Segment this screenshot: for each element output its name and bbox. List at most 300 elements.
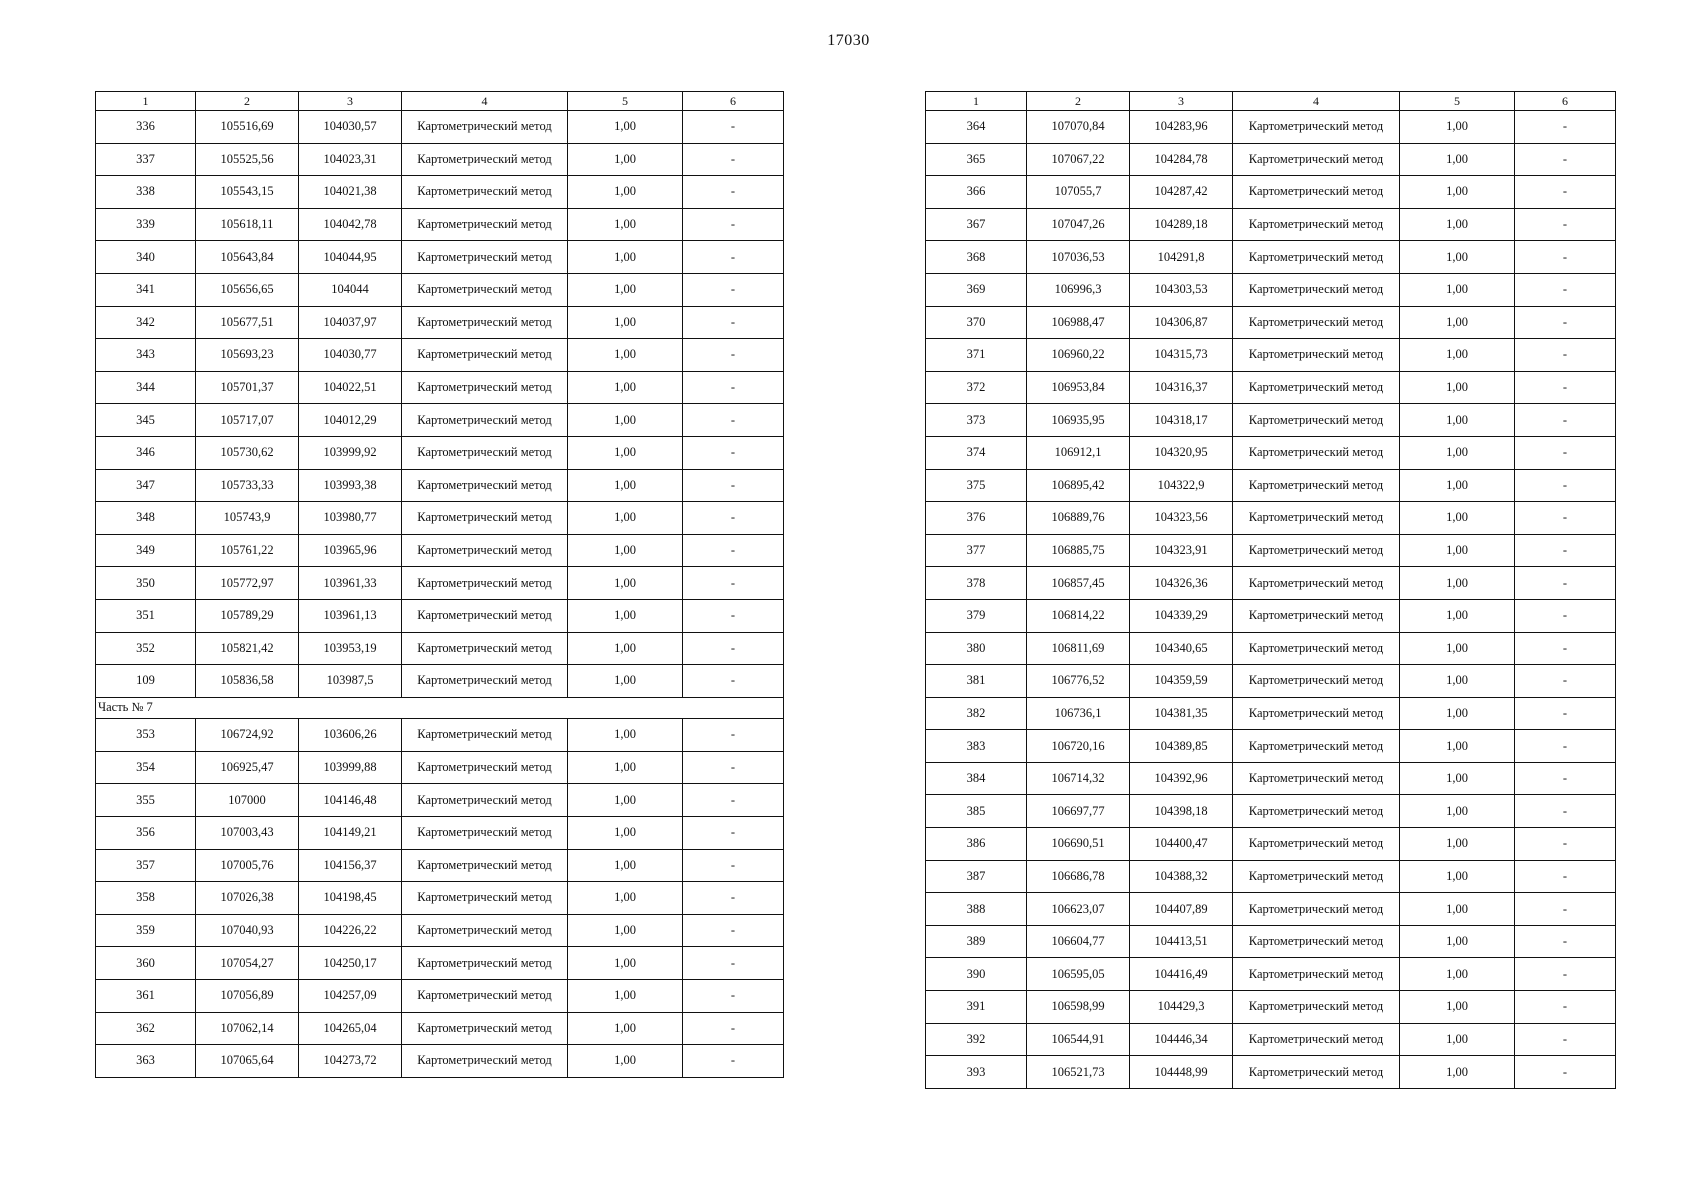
x-coordinate-cell: 106889,76 [1027, 502, 1130, 535]
x-coordinate-cell: 106885,75 [1027, 534, 1130, 567]
x-coordinate-cell: 105701,37 [196, 371, 299, 404]
accuracy-cell: 1,00 [568, 502, 683, 535]
x-coordinate-cell: 106988,47 [1027, 306, 1130, 339]
method-cell: Картометрический метод [402, 719, 568, 752]
y-coordinate-cell: 104416,49 [1130, 958, 1233, 991]
accuracy-cell: 1,00 [568, 882, 683, 915]
table-row [926, 404, 1616, 437]
accuracy-cell: 1,00 [1400, 795, 1515, 828]
accuracy-cell: 1,00 [1400, 991, 1515, 1024]
column-header-4: 4 [1233, 92, 1400, 111]
point-number-cell: 393 [926, 1056, 1027, 1089]
accuracy-cell: 1,00 [1400, 567, 1515, 600]
point-number-cell: 378 [926, 567, 1027, 600]
accuracy-cell: 1,00 [568, 241, 683, 274]
table-row [96, 143, 784, 176]
x-coordinate-cell: 106521,73 [1027, 1056, 1130, 1089]
x-coordinate-cell: 106690,51 [1027, 828, 1130, 861]
method-cell: Картометрический метод [402, 143, 568, 176]
point-number-cell: 366 [926, 176, 1027, 209]
table-row [926, 632, 1616, 665]
accuracy-cell: 1,00 [1400, 176, 1515, 209]
table-row [926, 502, 1616, 535]
table-row [926, 893, 1616, 926]
x-coordinate-cell: 105677,51 [196, 306, 299, 339]
table-row [926, 828, 1616, 861]
accuracy-cell: 1,00 [568, 1012, 683, 1045]
point-number-cell: 350 [96, 567, 196, 600]
accuracy-cell: 1,00 [1400, 893, 1515, 926]
table-row [96, 111, 784, 144]
table-row [926, 143, 1616, 176]
table-row [96, 436, 784, 469]
y-coordinate-cell: 104226,22 [299, 914, 402, 947]
method-cell: Картометрический метод [1233, 860, 1400, 893]
point-number-cell: 374 [926, 436, 1027, 469]
table-row [96, 567, 784, 600]
x-coordinate-cell: 106544,91 [1027, 1023, 1130, 1056]
method-cell: Картометрический метод [402, 947, 568, 980]
point-number-cell: 349 [96, 534, 196, 567]
y-coordinate-cell: 103606,26 [299, 719, 402, 752]
table-row [96, 751, 784, 784]
point-number-cell: 355 [96, 784, 196, 817]
note-cell: - [1515, 502, 1616, 535]
table-row [96, 404, 784, 437]
method-cell: Картометрический метод [402, 339, 568, 372]
column-header-6: 6 [1515, 92, 1616, 111]
method-cell: Картометрический метод [1233, 143, 1400, 176]
note-cell: - [1515, 958, 1616, 991]
accuracy-cell: 1,00 [568, 979, 683, 1012]
y-coordinate-cell: 104389,85 [1130, 730, 1233, 763]
method-cell: Картометрический метод [402, 1012, 568, 1045]
coordinates-table-left [95, 91, 784, 1078]
method-cell: Картометрический метод [1233, 925, 1400, 958]
table-row [96, 306, 784, 339]
table-row [96, 208, 784, 241]
table-header-row [96, 92, 784, 111]
accuracy-cell: 1,00 [568, 567, 683, 600]
accuracy-cell: 1,00 [1400, 241, 1515, 274]
y-coordinate-cell: 104273,72 [299, 1045, 402, 1078]
method-cell: Картометрический метод [1233, 893, 1400, 926]
note-cell: - [1515, 991, 1616, 1024]
x-coordinate-cell: 107040,93 [196, 914, 299, 947]
accuracy-cell: 1,00 [568, 273, 683, 306]
method-cell: Картометрический метод [402, 665, 568, 698]
method-cell: Картометрический метод [402, 469, 568, 502]
point-number-cell: 375 [926, 469, 1027, 502]
y-coordinate-cell: 104388,32 [1130, 860, 1233, 893]
table-row [96, 1045, 784, 1078]
x-coordinate-cell: 107036,53 [1027, 241, 1130, 274]
method-cell: Картометрический метод [402, 371, 568, 404]
note-cell: - [1515, 730, 1616, 763]
y-coordinate-cell: 104030,57 [299, 111, 402, 144]
x-coordinate-cell: 107005,76 [196, 849, 299, 882]
accuracy-cell: 1,00 [1400, 111, 1515, 144]
accuracy-cell: 1,00 [1400, 1023, 1515, 1056]
accuracy-cell: 1,00 [1400, 925, 1515, 958]
note-cell: - [683, 306, 784, 339]
y-coordinate-cell: 104287,42 [1130, 176, 1233, 209]
y-coordinate-cell: 104315,73 [1130, 339, 1233, 372]
x-coordinate-cell: 106714,32 [1027, 762, 1130, 795]
y-coordinate-cell: 104257,09 [299, 979, 402, 1012]
note-cell: - [1515, 1056, 1616, 1089]
x-coordinate-cell: 105693,23 [196, 339, 299, 372]
note-cell: - [1515, 469, 1616, 502]
table-row [96, 534, 784, 567]
x-coordinate-cell: 106736,1 [1027, 697, 1130, 730]
y-coordinate-cell: 104023,31 [299, 143, 402, 176]
x-coordinate-cell: 107056,89 [196, 979, 299, 1012]
x-coordinate-cell: 105761,22 [196, 534, 299, 567]
table-row [96, 849, 784, 882]
table-row [926, 371, 1616, 404]
note-cell: - [1515, 599, 1616, 632]
point-number-cell: 383 [926, 730, 1027, 763]
point-number-cell: 347 [96, 469, 196, 502]
method-cell: Картометрический метод [1233, 241, 1400, 274]
y-coordinate-cell: 104381,35 [1130, 697, 1233, 730]
y-coordinate-cell: 104283,96 [1130, 111, 1233, 144]
y-coordinate-cell: 103987,5 [299, 665, 402, 698]
point-number-cell: 345 [96, 404, 196, 437]
method-cell: Картометрический метод [402, 632, 568, 665]
method-cell: Картометрический метод [402, 534, 568, 567]
note-cell: - [683, 436, 784, 469]
x-coordinate-cell: 105543,15 [196, 176, 299, 209]
point-number-cell: 362 [96, 1012, 196, 1045]
table-row [926, 795, 1616, 828]
y-coordinate-cell: 104289,18 [1130, 208, 1233, 241]
y-coordinate-cell: 104448,99 [1130, 1056, 1233, 1089]
note-cell: - [1515, 828, 1616, 861]
y-coordinate-cell: 103953,19 [299, 632, 402, 665]
accuracy-cell: 1,00 [1400, 404, 1515, 437]
y-coordinate-cell: 104339,29 [1130, 599, 1233, 632]
table-row [926, 469, 1616, 502]
table-row [96, 339, 784, 372]
method-cell: Картометрический метод [402, 567, 568, 600]
note-cell: - [1515, 925, 1616, 958]
accuracy-cell: 1,00 [1400, 436, 1515, 469]
accuracy-cell: 1,00 [1400, 828, 1515, 861]
note-cell: - [1515, 436, 1616, 469]
column-header-1: 1 [926, 92, 1027, 111]
note-cell: - [1515, 339, 1616, 372]
y-coordinate-cell: 104323,91 [1130, 534, 1233, 567]
table-row [96, 816, 784, 849]
y-coordinate-cell: 104042,78 [299, 208, 402, 241]
x-coordinate-cell: 106595,05 [1027, 958, 1130, 991]
accuracy-cell: 1,00 [568, 176, 683, 209]
note-cell: - [683, 176, 784, 209]
table-row [926, 599, 1616, 632]
coordinates-table-right [925, 91, 1616, 1089]
note-cell: - [1515, 665, 1616, 698]
accuracy-cell: 1,00 [568, 599, 683, 632]
table-row [96, 719, 784, 752]
method-cell: Картометрический метод [1233, 795, 1400, 828]
note-cell: - [683, 784, 784, 817]
table-row [926, 925, 1616, 958]
note-cell: - [1515, 306, 1616, 339]
note-cell: - [683, 849, 784, 882]
note-cell: - [1515, 241, 1616, 274]
y-coordinate-cell: 104303,53 [1130, 273, 1233, 306]
point-number-cell: 384 [926, 762, 1027, 795]
point-number-cell: 342 [96, 306, 196, 339]
y-coordinate-cell: 104446,34 [1130, 1023, 1233, 1056]
point-number-cell: 341 [96, 273, 196, 306]
method-cell: Картометрический метод [1233, 273, 1400, 306]
accuracy-cell: 1,00 [568, 339, 683, 372]
table-row [926, 436, 1616, 469]
column-header-2: 2 [1027, 92, 1130, 111]
method-cell: Картометрический метод [1233, 371, 1400, 404]
x-coordinate-cell: 106925,47 [196, 751, 299, 784]
x-coordinate-cell: 105772,97 [196, 567, 299, 600]
note-cell: - [683, 1012, 784, 1045]
table-row [96, 469, 784, 502]
point-number-cell: 367 [926, 208, 1027, 241]
y-coordinate-cell: 104044,95 [299, 241, 402, 274]
table-row [96, 784, 784, 817]
method-cell: Картометрический метод [402, 882, 568, 915]
note-cell: - [1515, 762, 1616, 795]
x-coordinate-cell: 107054,27 [196, 947, 299, 980]
x-coordinate-cell: 105836,58 [196, 665, 299, 698]
x-coordinate-cell: 107026,38 [196, 882, 299, 915]
y-coordinate-cell: 103999,88 [299, 751, 402, 784]
note-cell: - [683, 816, 784, 849]
x-coordinate-cell: 105733,33 [196, 469, 299, 502]
accuracy-cell: 1,00 [568, 371, 683, 404]
y-coordinate-cell: 104012,29 [299, 404, 402, 437]
note-cell: - [1515, 534, 1616, 567]
method-cell: Картометрический метод [402, 979, 568, 1012]
method-cell: Картометрический метод [402, 208, 568, 241]
note-cell: - [1515, 371, 1616, 404]
point-number-cell: 358 [96, 882, 196, 915]
accuracy-cell: 1,00 [568, 436, 683, 469]
point-number-cell: 379 [926, 599, 1027, 632]
note-cell: - [1515, 143, 1616, 176]
method-cell: Картометрический метод [402, 273, 568, 306]
table-row [926, 339, 1616, 372]
point-number-cell: 390 [926, 958, 1027, 991]
method-cell: Картометрический метод [402, 436, 568, 469]
method-cell: Картометрический метод [1233, 534, 1400, 567]
accuracy-cell: 1,00 [568, 404, 683, 437]
point-number-cell: 353 [96, 719, 196, 752]
point-number-cell: 381 [926, 665, 1027, 698]
point-number-cell: 389 [926, 925, 1027, 958]
table-row [926, 991, 1616, 1024]
y-coordinate-cell: 104156,37 [299, 849, 402, 882]
accuracy-cell: 1,00 [568, 816, 683, 849]
accuracy-cell: 1,00 [1400, 599, 1515, 632]
accuracy-cell: 1,00 [1400, 339, 1515, 372]
y-coordinate-cell: 104323,56 [1130, 502, 1233, 535]
method-cell: Картометрический метод [1233, 762, 1400, 795]
table-row [96, 176, 784, 209]
accuracy-cell: 1,00 [1400, 208, 1515, 241]
note-cell: - [683, 719, 784, 752]
table-header-row [926, 92, 1616, 111]
y-coordinate-cell: 104021,38 [299, 176, 402, 209]
point-number-cell: 336 [96, 111, 196, 144]
accuracy-cell: 1,00 [568, 914, 683, 947]
method-cell: Картометрический метод [1233, 991, 1400, 1024]
method-cell: Картометрический метод [402, 404, 568, 437]
method-cell: Картометрический метод [402, 751, 568, 784]
point-number-cell: 361 [96, 979, 196, 1012]
note-cell: - [683, 371, 784, 404]
y-coordinate-cell: 104146,48 [299, 784, 402, 817]
x-coordinate-cell: 106598,99 [1027, 991, 1130, 1024]
method-cell: Картометрический метод [402, 111, 568, 144]
note-cell: - [683, 947, 784, 980]
note-cell: - [683, 143, 784, 176]
accuracy-cell: 1,00 [568, 751, 683, 784]
y-coordinate-cell: 104044 [299, 273, 402, 306]
column-header-5: 5 [1400, 92, 1515, 111]
point-number-cell: 359 [96, 914, 196, 947]
method-cell: Картометрический метод [402, 176, 568, 209]
x-coordinate-cell: 105789,29 [196, 599, 299, 632]
x-coordinate-cell: 105643,84 [196, 241, 299, 274]
note-cell: - [683, 469, 784, 502]
x-coordinate-cell: 106895,42 [1027, 469, 1130, 502]
method-cell: Картометрический метод [402, 502, 568, 535]
table-row [926, 665, 1616, 698]
note-cell: - [683, 599, 784, 632]
point-number-cell: 360 [96, 947, 196, 980]
y-coordinate-cell: 104198,45 [299, 882, 402, 915]
table-row [96, 979, 784, 1012]
point-number-cell: 391 [926, 991, 1027, 1024]
x-coordinate-cell: 107067,22 [1027, 143, 1130, 176]
y-coordinate-cell: 104322,9 [1130, 469, 1233, 502]
method-cell: Картометрический метод [1233, 697, 1400, 730]
point-number-cell: 363 [96, 1045, 196, 1078]
y-coordinate-cell: 103961,13 [299, 599, 402, 632]
point-number-cell: 376 [926, 502, 1027, 535]
method-cell: Картометрический метод [1233, 436, 1400, 469]
accuracy-cell: 1,00 [1400, 1056, 1515, 1089]
method-cell: Картометрический метод [402, 599, 568, 632]
accuracy-cell: 1,00 [568, 208, 683, 241]
accuracy-cell: 1,00 [568, 784, 683, 817]
point-number-cell: 339 [96, 208, 196, 241]
accuracy-cell: 1,00 [1400, 632, 1515, 665]
note-cell: - [1515, 111, 1616, 144]
method-cell: Картометрический метод [402, 306, 568, 339]
point-number-cell: 357 [96, 849, 196, 882]
accuracy-cell: 1,00 [568, 632, 683, 665]
y-coordinate-cell: 104318,17 [1130, 404, 1233, 437]
table-row [926, 176, 1616, 209]
note-cell: - [683, 241, 784, 274]
table-row [926, 273, 1616, 306]
x-coordinate-cell: 105743,9 [196, 502, 299, 535]
accuracy-cell: 1,00 [1400, 762, 1515, 795]
x-coordinate-cell: 106935,95 [1027, 404, 1130, 437]
accuracy-cell: 1,00 [568, 534, 683, 567]
accuracy-cell: 1,00 [568, 1045, 683, 1078]
point-number-cell: 377 [926, 534, 1027, 567]
method-cell: Картометрический метод [1233, 339, 1400, 372]
x-coordinate-cell: 106912,1 [1027, 436, 1130, 469]
accuracy-cell: 1,00 [1400, 958, 1515, 991]
point-number-cell: 352 [96, 632, 196, 665]
y-coordinate-cell: 104149,21 [299, 816, 402, 849]
point-number-cell: 380 [926, 632, 1027, 665]
method-cell: Картометрический метод [402, 914, 568, 947]
y-coordinate-cell: 104284,78 [1130, 143, 1233, 176]
table-row [926, 730, 1616, 763]
section-row [96, 697, 784, 719]
y-coordinate-cell: 104407,89 [1130, 893, 1233, 926]
table-row [926, 1023, 1616, 1056]
note-cell: - [683, 111, 784, 144]
x-coordinate-cell: 107065,64 [196, 1045, 299, 1078]
method-cell: Картометрический метод [1233, 111, 1400, 144]
accuracy-cell: 1,00 [1400, 371, 1515, 404]
table-row [926, 958, 1616, 991]
table-row [96, 632, 784, 665]
table-row [96, 914, 784, 947]
x-coordinate-cell: 106720,16 [1027, 730, 1130, 763]
y-coordinate-cell: 104359,59 [1130, 665, 1233, 698]
accuracy-cell: 1,00 [568, 849, 683, 882]
y-coordinate-cell: 104340,65 [1130, 632, 1233, 665]
y-coordinate-cell: 104030,77 [299, 339, 402, 372]
note-cell: - [1515, 1023, 1616, 1056]
point-number-cell: 348 [96, 502, 196, 535]
table-row [96, 947, 784, 980]
note-cell: - [1515, 208, 1616, 241]
accuracy-cell: 1,00 [568, 947, 683, 980]
note-cell: - [1515, 567, 1616, 600]
x-coordinate-cell: 106960,22 [1027, 339, 1130, 372]
method-cell: Картометрический метод [1233, 176, 1400, 209]
point-number-cell: 392 [926, 1023, 1027, 1056]
method-cell: Картометрический метод [1233, 502, 1400, 535]
point-number-cell: 365 [926, 143, 1027, 176]
x-coordinate-cell: 107047,26 [1027, 208, 1130, 241]
section-label: Часть № 7 [96, 697, 784, 719]
x-coordinate-cell: 106811,69 [1027, 632, 1130, 665]
point-number-cell: 337 [96, 143, 196, 176]
x-coordinate-cell: 105525,56 [196, 143, 299, 176]
note-cell: - [683, 567, 784, 600]
method-cell: Картометрический метод [1233, 632, 1400, 665]
method-cell: Картометрический метод [402, 849, 568, 882]
method-cell: Картометрический метод [1233, 469, 1400, 502]
point-number-cell: 343 [96, 339, 196, 372]
accuracy-cell: 1,00 [1400, 143, 1515, 176]
accuracy-cell: 1,00 [568, 719, 683, 752]
note-cell: - [683, 534, 784, 567]
x-coordinate-cell: 107055,7 [1027, 176, 1130, 209]
point-number-cell: 354 [96, 751, 196, 784]
method-cell: Картометрический метод [402, 1045, 568, 1078]
